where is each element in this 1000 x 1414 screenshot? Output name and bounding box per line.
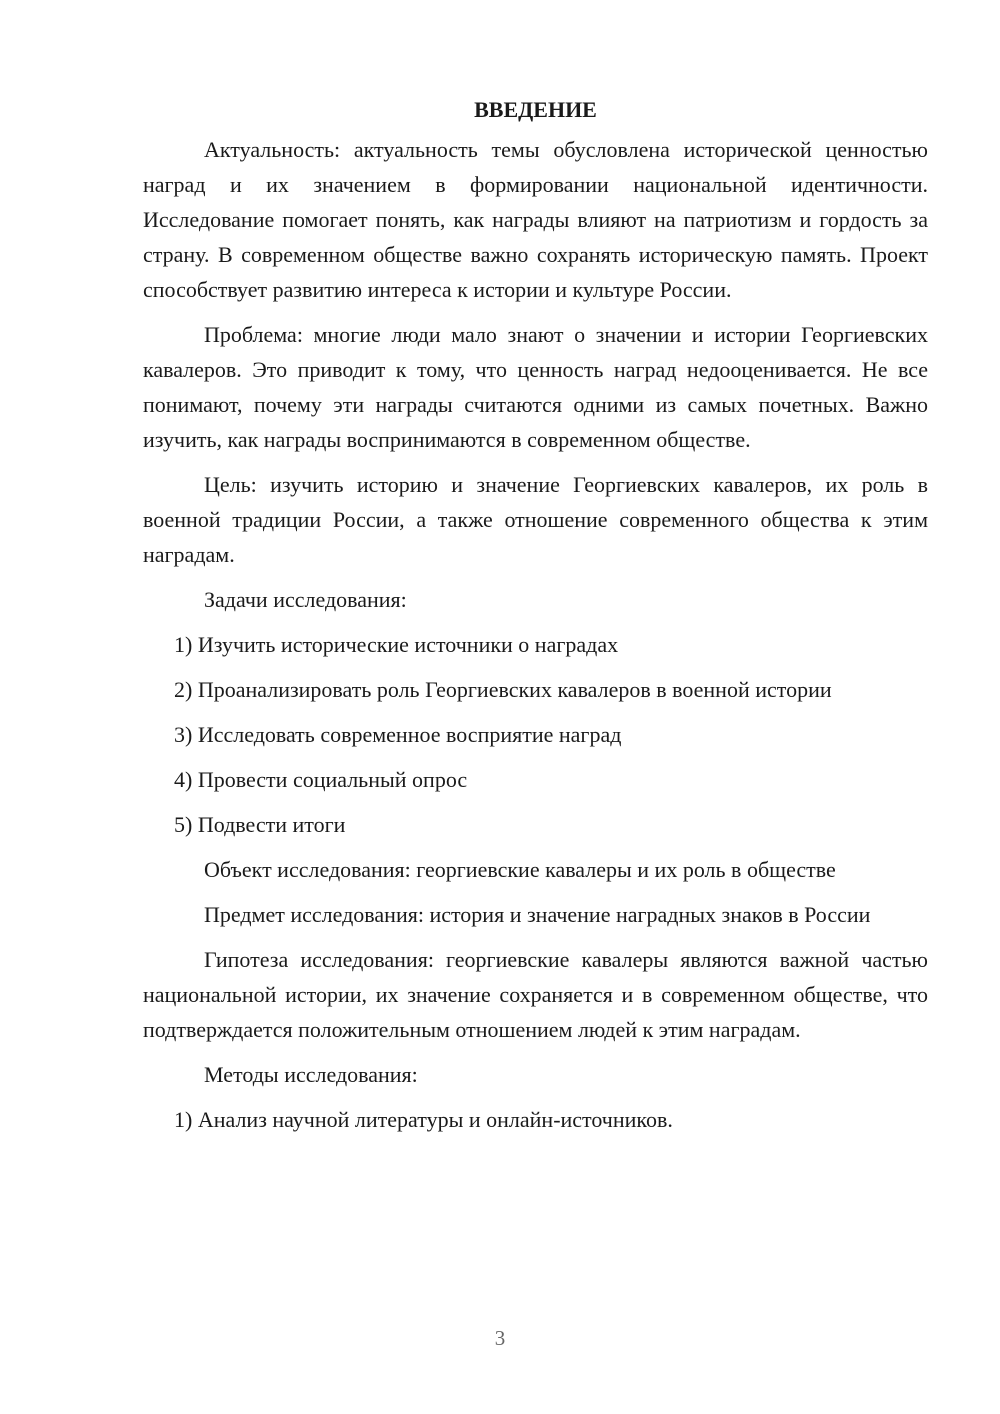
- hypothesis-paragraph: Гипотеза исследования: георгиевские кавалеры являются важной частью национальной истории, их значение сохраняется и в современном обществе, что подтверждается положительным отношением людей к этим наградам.: [143, 947, 928, 1042]
- method-item: 1) Анализ научной литературы и онлайн-источников.: [174, 1107, 673, 1132]
- problem-paragraph: Проблема: многие люди мало знают о значении и истории Георгиевских кавалеров. Это приводит к тому, что ценность наград недооценивается. Не все понимают, почему эти награды считаются одними из самых почетных. Важно изучить, как награды воспринимаются в современном обществе.: [143, 322, 928, 452]
- page-number: 3: [494, 1326, 506, 1350]
- task-item: 5) Подвести итоги: [174, 812, 346, 837]
- task-item: 1) Изучить исторические источники о наградах: [174, 632, 619, 657]
- methods-heading: Методы исследования:: [204, 1062, 418, 1087]
- task-item: 3) Исследовать современное восприятие наград: [174, 722, 622, 747]
- relevance-paragraph: Актуальность: актуальность темы обусловлена исторической ценностью наград и их значением в формировании национальной идентичности. Исследование помогает понять, как награды влияют на патриотизм и гордость за страну. В современном обществе важно сохранять историческую память. Проект способствует развитию интереса к истории и культуре России.: [143, 137, 928, 302]
- task-item: 2) Проанализировать роль Георгиевских кавалеров в военной истории: [174, 677, 832, 702]
- document-page: [143, 90, 928, 1147]
- goal-paragraph: Цель: изучить историю и значение Георгиевских кавалеров, их роль в военной традиции России, а также отношение современного общества к этим наградам.: [143, 472, 928, 567]
- object-paragraph: Объект исследования: георгиевские кавалеры и их роль в обществе: [204, 857, 836, 882]
- subject-paragraph: Предмет исследования: история и значение наградных знаков в России: [204, 902, 871, 927]
- task-item: 4) Провести социальный опрос: [174, 767, 468, 792]
- tasks-heading: Задачи исследования:: [204, 587, 407, 612]
- section-title: ВВЕДЕНИЕ: [474, 97, 597, 122]
